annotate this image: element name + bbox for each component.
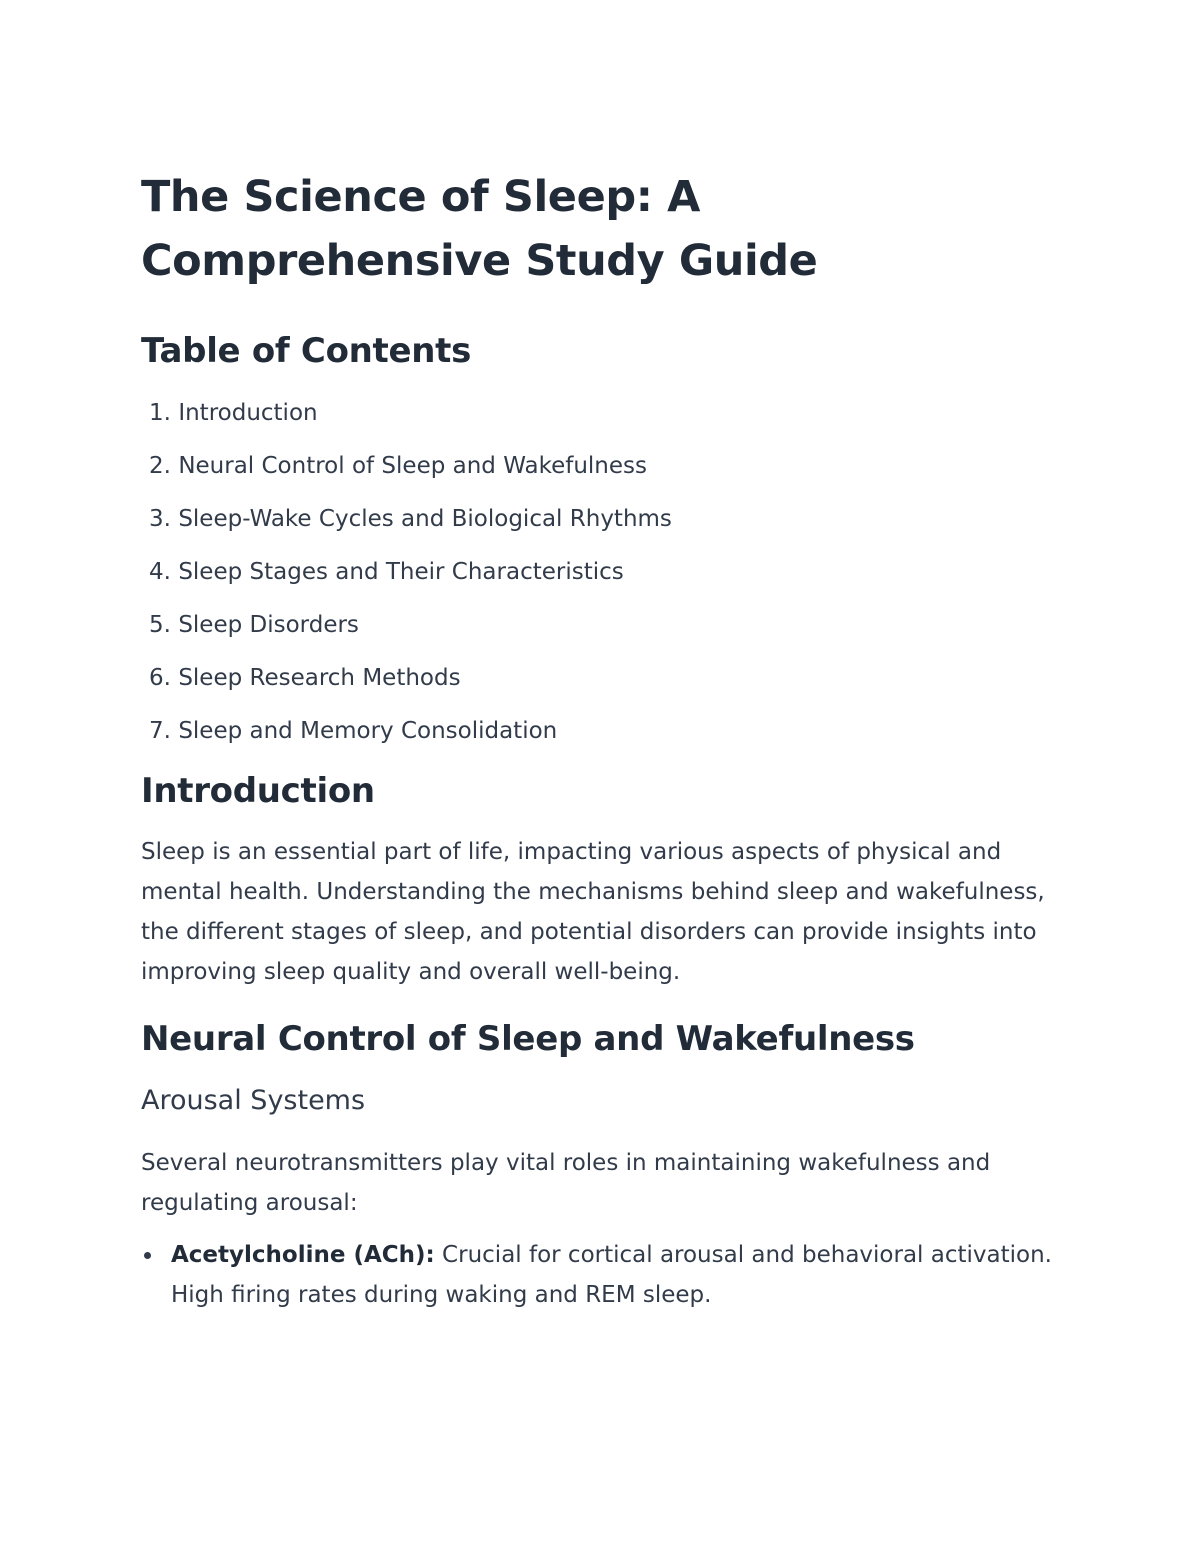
arousal-systems-paragraph: Several neurotransmitters play vital roles in maintaining wakefulness and regulating arousal: [141,1150,991,1216]
arousal-systems-heading: Arousal Systems [141,1085,366,1116]
toc-item-sleep-wake-cycles[interactable]: 3. Sleep-Wake Cycles and Biological Rhythms [149,506,672,532]
toc-item-label: Sleep Stages and Their Characteristics [178,559,624,585]
toc-item-label: Introduction [178,400,318,426]
toc-heading: Table of Contents [141,331,472,371]
toc-item-neural-control[interactable]: 2. Neural Control of Sleep and Wakefulness [149,453,647,479]
toc-item-label: Sleep Disorders [178,612,359,638]
bullet-term: Acetylcholine (ACh): [171,1242,435,1268]
toc-item-memory-consolidation[interactable]: 7. Sleep and Memory Consolidation [149,718,558,744]
introduction-paragraph: Sleep is an essential part of life, impacting various aspects of physical and mental health. Understanding the mechanisms behind sleep and wakefulness, the different stages of sleep, and potential disorders can provide insights into improving sleep quality and overall well-being. [141,839,1045,985]
toc-item-sleep-stages[interactable]: 4. Sleep Stages and Their Characteristics [149,559,624,585]
introduction-heading: Introduction [141,771,375,811]
toc-item-label: Sleep Research Methods [178,665,461,691]
toc-item-label: Sleep-Wake Cycles and Biological Rhythms [178,506,672,532]
document-title: The Science of Sleep: A Comprehensive Study Guide [141,172,818,286]
bullet-text: Crucial for cortical arousal and behavioral activation. High firing rates during waking and REM sleep. [171,1242,1052,1308]
toc-item-label: Sleep and Memory Consolidation [178,718,558,744]
neurotransmitter-list [141,1235,1061,1315]
toc-item-label: Neural Control of Sleep and Wakefulness [178,453,647,479]
list-item [141,1235,1061,1315]
document-page [141,165,1061,1315]
toc-item-introduction[interactable]: 1. Introduction [149,400,318,426]
neural-control-heading: Neural Control of Sleep and Wakefulness [141,1019,915,1059]
bullet-icon [144,1252,151,1259]
table-of-contents [141,398,1061,746]
toc-item-research-methods[interactable]: 6. Sleep Research Methods [149,665,461,691]
toc-item-sleep-disorders[interactable]: 5. Sleep Disorders [149,612,359,638]
